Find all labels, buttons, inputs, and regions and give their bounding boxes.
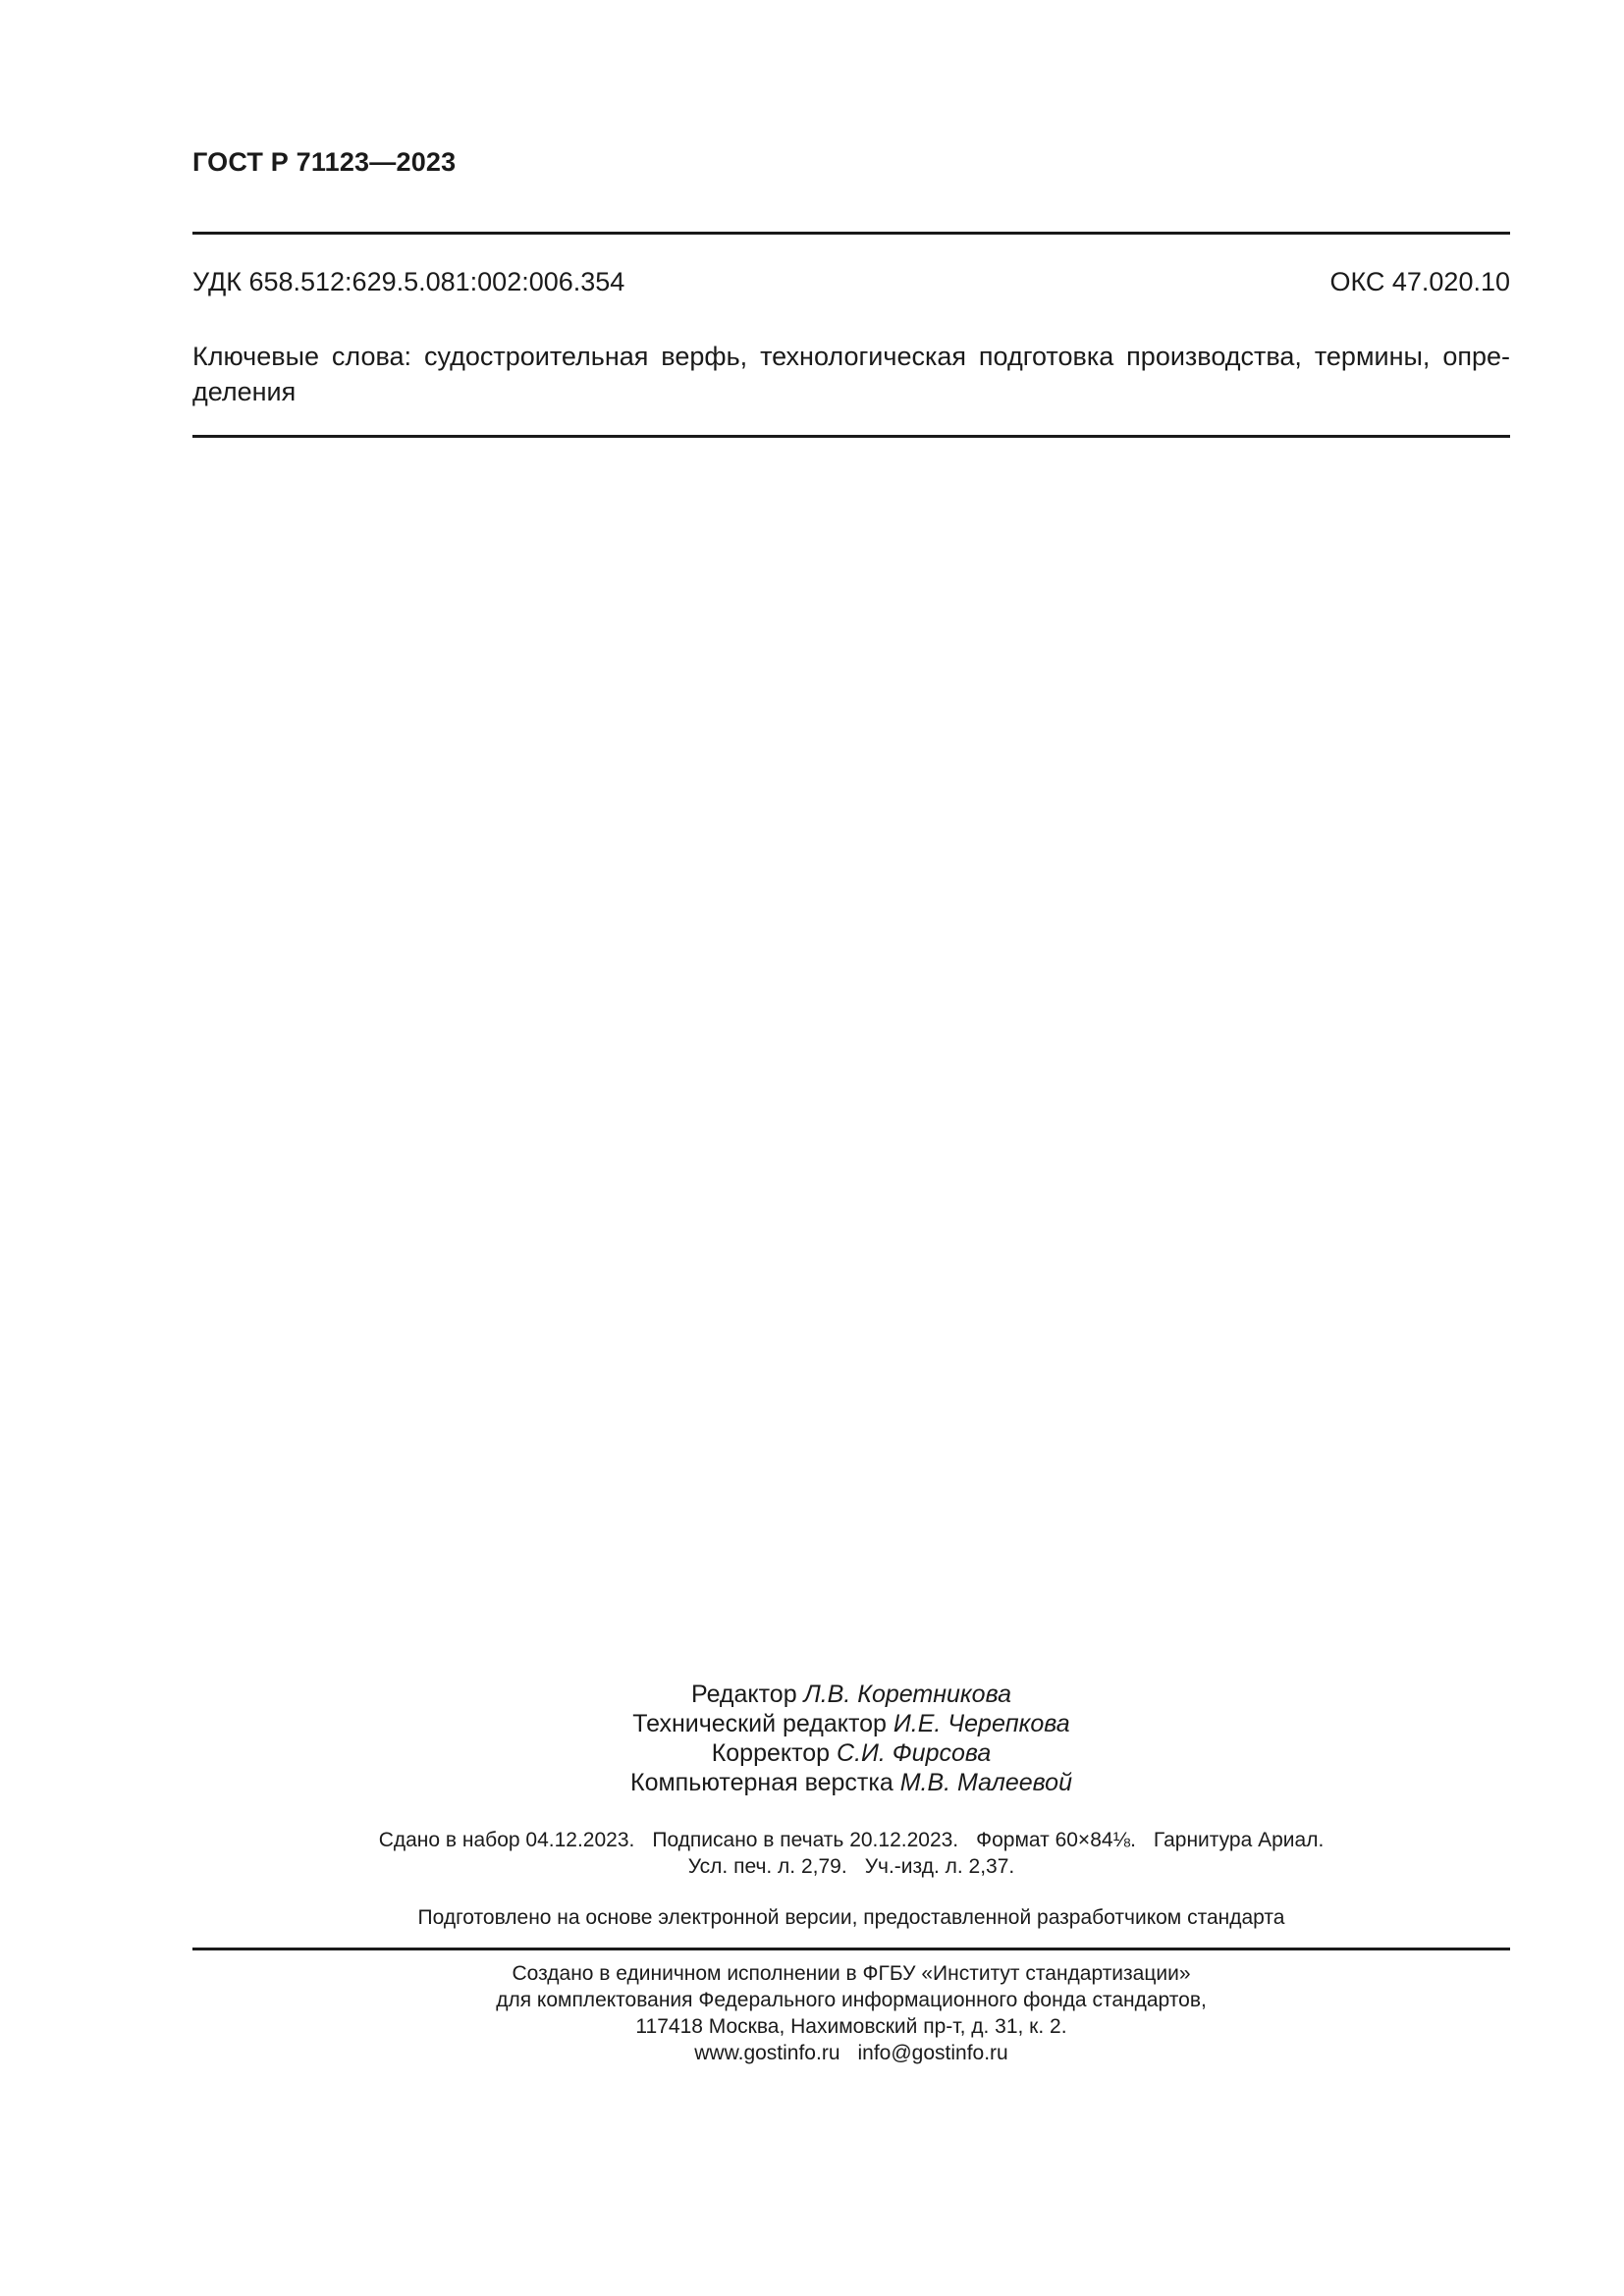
tech-editor-name: И.Е. Черепкова — [893, 1710, 1070, 1737]
publisher-line-2: для комплектования Федерального информационного фонда стандартов, — [496, 1989, 1207, 2011]
website-link[interactable]: www.gostinfo.ru — [694, 2042, 840, 2064]
keywords-paragraph — [192, 339, 1510, 409]
classification-row — [192, 267, 1510, 297]
submitted-date: Сдано в набор 04.12.2023. — [378, 1829, 635, 1851]
standard-number: ГОСТ Р 71123—2023 — [192, 147, 457, 177]
footer-divider — [192, 1948, 1510, 1950]
print-sheets: Усл. печ. л. 2,79. — [687, 1855, 847, 1878]
credits-block — [192, 1680, 1510, 1797]
corrector-role: Корректор — [711, 1739, 831, 1767]
layout-role: Компьютерная верстка — [630, 1769, 893, 1796]
paper-format: Формат 60×84⅛. — [976, 1829, 1136, 1851]
keywords-line-2: деления — [192, 377, 297, 406]
editor-credit — [192, 1680, 1510, 1709]
prepared-note: Подготовлено на основе электронной версии, предоставленной разработчиком стандарта — [417, 1906, 1285, 1929]
oks-code: ОКС 47.020.10 — [1329, 267, 1510, 296]
signed-date: Подписано в печать 20.12.2023. — [652, 1829, 959, 1851]
udk-code: УДК 658.512:629.5.081:002:006.354 — [192, 267, 625, 296]
publisher-contacts — [192, 2040, 1510, 2066]
print-info-line-2 — [192, 1853, 1510, 1880]
typeface: Гарнитура Ариал. — [1153, 1829, 1325, 1851]
keywords-line-1: Ключевые слова: судостроительная верфь, технологическая подготовка производства, термины, опре- — [192, 342, 1510, 371]
publishing-sheets: Уч.-изд. л. 2,37. — [864, 1855, 1015, 1878]
keywords-divider — [192, 435, 1510, 438]
top-divider — [192, 232, 1510, 235]
editor-name: Л.В. Коретникова — [803, 1681, 1011, 1708]
print-info-line-1 — [192, 1827, 1510, 1853]
print-info-block — [192, 1827, 1510, 1880]
tech-editor-role: Технический редактор — [632, 1710, 887, 1737]
corrector-name: С.И. Фирсова — [837, 1739, 992, 1767]
publisher-block — [192, 1960, 1510, 2066]
editor-role: Редактор — [691, 1681, 797, 1708]
layout-name: М.В. Малеевой — [899, 1769, 1072, 1796]
publisher-line-1: Создано в единичном исполнении в ФГБУ «Институт стандартизации» — [512, 1962, 1191, 1985]
corrector-credit — [192, 1738, 1510, 1768]
publisher-address: 117418 Москва, Нахимовский пр-т, д. 31, к. 2. — [635, 2015, 1067, 2038]
tech-editor-credit — [192, 1709, 1510, 1738]
email-link[interactable]: info@gostinfo.ru — [857, 2042, 1008, 2064]
layout-credit — [192, 1768, 1510, 1797]
